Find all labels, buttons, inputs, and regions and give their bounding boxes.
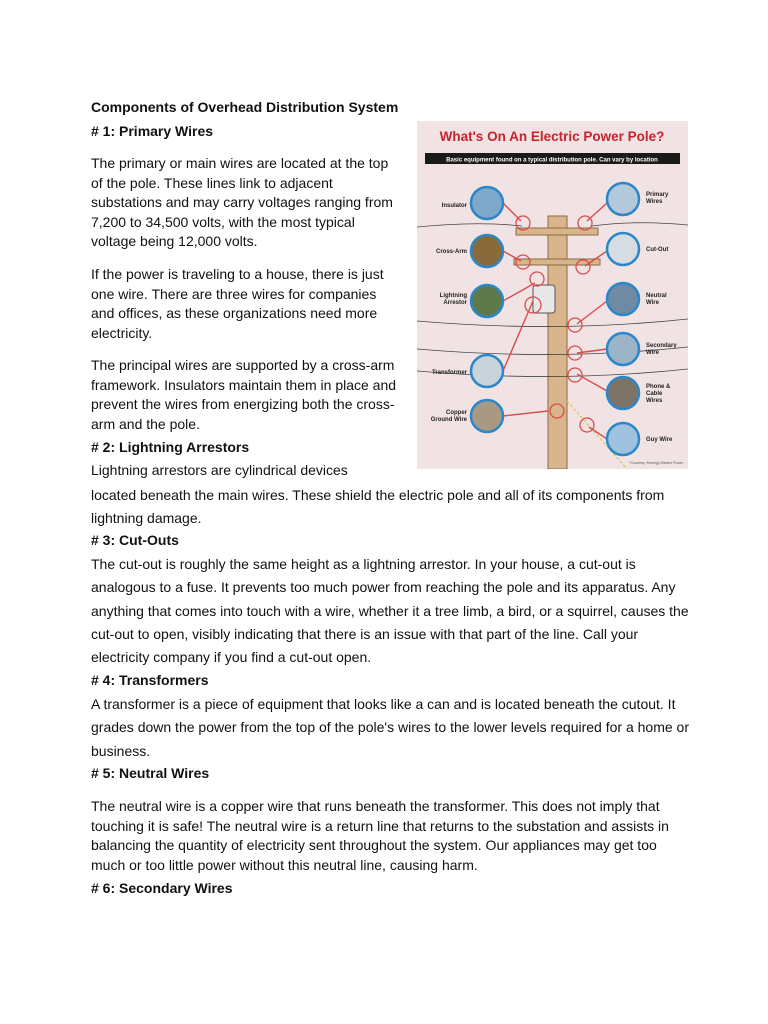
label-phone: Phone & xyxy=(646,384,671,390)
transformer-photo xyxy=(471,355,503,387)
label-wires-1: Wires xyxy=(646,199,663,205)
doc-title: Components of Overhead Distribution System xyxy=(91,99,399,115)
section-2-paragraph-line-1: Lightning arrestors are cylindrical devices xyxy=(91,462,348,478)
section-1-paragraph-3: The principal wires are supported by a cross-arm framework. Insulators maintain them in place and prevent the wires from energizing both the cross-arm and the pole. xyxy=(91,357,397,432)
section-2-paragraph-rest: located beneath the main wires. These shield the electric pole and all of its components from lightning damage. xyxy=(91,487,665,527)
section-4-heading: # 4: Transformers xyxy=(91,672,209,688)
neutral-wire-photo xyxy=(607,283,639,315)
primary-wires-photo xyxy=(607,183,639,215)
section-4-paragraph: A transformer is a piece of equipment that looks like a can and is located beneath the cutout. It grades down the power from the top of the pole's wires to the lower levels required for a home or business. xyxy=(91,696,689,759)
cut-out-photo xyxy=(607,233,639,265)
section-1-paragraph-2: If the power is traveling to a house, there is just one wire. There are three wires for companies and offices, as these organizations need more electricity. xyxy=(91,266,384,341)
label-arrestor: Arrestor xyxy=(443,300,467,306)
cross-arm-photo xyxy=(471,235,503,267)
section-3-paragraph: The cut-out is roughly the same height as a lightning arrestor. In your house, a cut-out is analogous to a fuse. It prevents too much power from reaching the pole and its apparatus. Any anything that comes into touch with a wire, whether it a tree limb, a bird, or a squirrel, causes the cut-out to open, visibly indicating that there is an issue with that part of the line. Call your electricity company if you find a cut-out open. xyxy=(91,556,689,666)
label-neutral: Neutral xyxy=(646,293,667,299)
transformer-can xyxy=(533,285,555,313)
section-5-heading: # 5: Neutral Wires xyxy=(91,765,210,781)
label-wires-2: Wires xyxy=(646,398,663,404)
label-lightning: Lightning xyxy=(439,293,467,299)
label-guy-wire: Guy Wire xyxy=(646,437,673,443)
guy-wire-photo xyxy=(607,423,639,455)
power-pole-figure xyxy=(417,121,688,469)
secondary-wire-photo xyxy=(607,333,639,365)
label-cut-out: Cut-Out xyxy=(646,247,669,253)
label-wire-1: Wire xyxy=(646,300,659,306)
insulator-photo xyxy=(471,187,503,219)
copper-ground-wire-photo xyxy=(471,400,503,432)
section-3-heading: # 3: Cut-Outs xyxy=(91,532,179,548)
section-1-heading: # 1: Primary Wires xyxy=(91,123,214,139)
label-copper: Copper xyxy=(446,410,467,416)
phone-cable-wires-photo xyxy=(607,377,639,409)
label-cross-arm: Cross-Arm xyxy=(435,249,467,255)
section-2-heading: # 2: Lightning Arrestors xyxy=(91,439,250,455)
label-insulator: Insulator xyxy=(441,203,467,209)
label-secondary: Secondary xyxy=(646,343,677,349)
label-ground-wire: Ground Wire xyxy=(430,417,467,423)
section-1-paragraph-1: The primary or main wires are located at the top of the pole. These lines link to adjacent substations and may carry voltages ranging from 7,200 to 34,500 volts, with the most typical voltage being 12,000 volts. xyxy=(91,155,393,249)
figure-title: What's On An Electric Power Pole? xyxy=(439,129,665,144)
label-transformer: Transformer xyxy=(431,370,467,376)
pole xyxy=(548,216,567,469)
section-5-paragraph: The neutral wire is a copper wire that runs beneath the transformer. This does not imply that touching it is safe! The neutral wire is a return line that returns to the substation and assists in balancing the quantity of electricity sent throughout the system. Our appliances may get too much or too little power without this neutral line, causing harm. xyxy=(91,798,669,873)
label-cable: Cable xyxy=(646,391,663,397)
label-primary: Primary xyxy=(646,192,669,198)
cross-arm-upper xyxy=(516,228,598,235)
section-6-heading: # 6: Secondary Wires xyxy=(91,880,233,896)
lightning-arrestor-photo xyxy=(471,285,503,317)
figure-subtitle: Basic equipment found on a typical distribution pole. Can vary by location xyxy=(446,157,658,164)
figure-credit: * Courtesy: Kenergy Electric Power xyxy=(628,461,683,465)
label-wire-2: Wire xyxy=(646,350,659,356)
